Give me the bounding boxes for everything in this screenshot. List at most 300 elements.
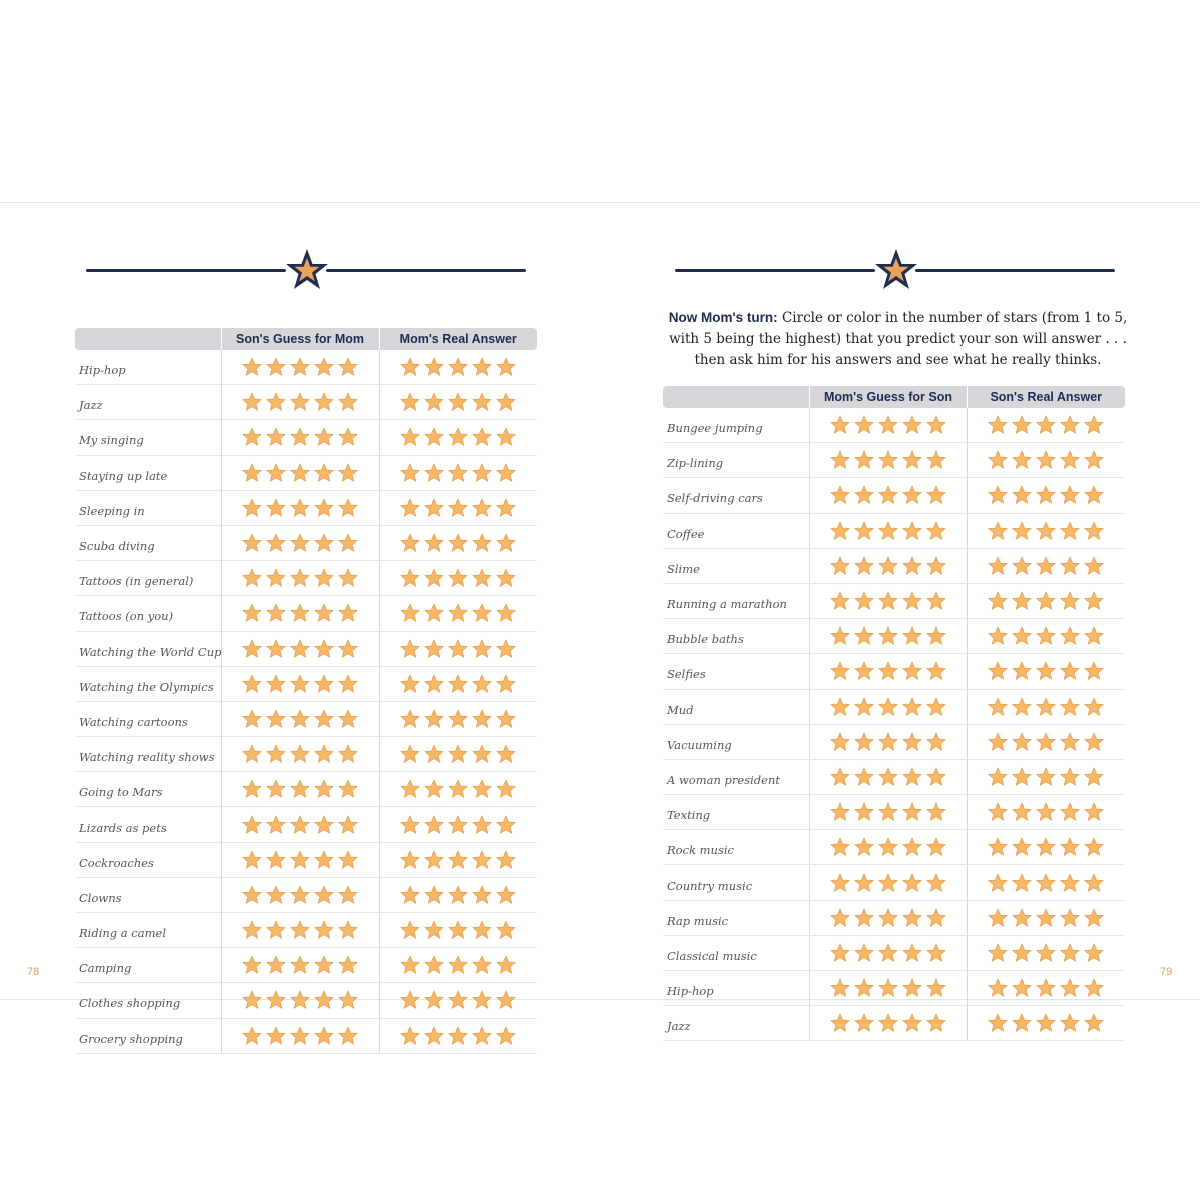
star-icon[interactable] bbox=[314, 427, 334, 447]
star-icon[interactable] bbox=[878, 837, 898, 857]
star-icon[interactable] bbox=[242, 498, 262, 518]
star-icon[interactable] bbox=[424, 990, 444, 1010]
star-icon[interactable] bbox=[854, 591, 874, 611]
star-icon[interactable] bbox=[448, 955, 468, 975]
star-icon[interactable] bbox=[242, 920, 262, 940]
star-icon[interactable] bbox=[830, 661, 850, 681]
star-icon[interactable] bbox=[472, 498, 492, 518]
star-icon[interactable] bbox=[290, 920, 310, 940]
star-icon[interactable] bbox=[830, 1013, 850, 1033]
star-icon[interactable] bbox=[448, 744, 468, 764]
star-icon[interactable] bbox=[1084, 908, 1104, 928]
star-icon[interactable] bbox=[1012, 591, 1032, 611]
star-icon[interactable] bbox=[902, 415, 922, 435]
star-icon[interactable] bbox=[314, 1026, 334, 1046]
star-icon[interactable] bbox=[496, 427, 516, 447]
star-icon[interactable] bbox=[314, 709, 334, 729]
star-icon[interactable] bbox=[424, 744, 444, 764]
star-icon[interactable] bbox=[1060, 767, 1080, 787]
star-icon[interactable] bbox=[472, 709, 492, 729]
star-icon[interactable] bbox=[400, 463, 420, 483]
star-icon[interactable] bbox=[878, 802, 898, 822]
star-icon[interactable] bbox=[242, 1026, 262, 1046]
star-icon[interactable] bbox=[400, 674, 420, 694]
star-icon[interactable] bbox=[424, 392, 444, 412]
star-icon[interactable] bbox=[854, 485, 874, 505]
star-icon[interactable] bbox=[314, 779, 334, 799]
star-icon[interactable] bbox=[400, 498, 420, 518]
star-icon[interactable] bbox=[424, 533, 444, 553]
star-icon[interactable] bbox=[1060, 732, 1080, 752]
star-icon[interactable] bbox=[1084, 837, 1104, 857]
star-icon[interactable] bbox=[1084, 802, 1104, 822]
star-icon[interactable] bbox=[424, 955, 444, 975]
star-icon[interactable] bbox=[448, 850, 468, 870]
star-icon[interactable] bbox=[266, 744, 286, 764]
star-icon[interactable] bbox=[1084, 556, 1104, 576]
star-icon[interactable] bbox=[830, 626, 850, 646]
star-icon[interactable] bbox=[830, 837, 850, 857]
star-icon[interactable] bbox=[496, 1026, 516, 1046]
star-icon[interactable] bbox=[314, 815, 334, 835]
star-icon[interactable] bbox=[496, 463, 516, 483]
star-icon[interactable] bbox=[400, 639, 420, 659]
star-icon[interactable] bbox=[242, 850, 262, 870]
star-icon[interactable] bbox=[290, 955, 310, 975]
star-icon[interactable] bbox=[1060, 661, 1080, 681]
star-icon[interactable] bbox=[400, 815, 420, 835]
star-icon[interactable] bbox=[926, 661, 946, 681]
star-icon[interactable] bbox=[830, 978, 850, 998]
star-icon[interactable] bbox=[988, 1013, 1008, 1033]
star-icon[interactable] bbox=[1060, 521, 1080, 541]
star-icon[interactable] bbox=[242, 744, 262, 764]
star-icon[interactable] bbox=[496, 709, 516, 729]
star-icon[interactable] bbox=[496, 779, 516, 799]
star-icon[interactable] bbox=[926, 450, 946, 470]
star-icon[interactable] bbox=[242, 990, 262, 1010]
star-icon[interactable] bbox=[424, 815, 444, 835]
star-icon[interactable] bbox=[1036, 873, 1056, 893]
star-icon[interactable] bbox=[496, 920, 516, 940]
star-icon[interactable] bbox=[926, 978, 946, 998]
star-icon[interactable] bbox=[830, 450, 850, 470]
star-icon[interactable] bbox=[1084, 943, 1104, 963]
star-icon[interactable] bbox=[926, 943, 946, 963]
star-icon[interactable] bbox=[314, 603, 334, 623]
star-icon[interactable] bbox=[926, 415, 946, 435]
star-icon[interactable] bbox=[1036, 556, 1056, 576]
star-icon[interactable] bbox=[472, 815, 492, 835]
star-icon[interactable] bbox=[1084, 626, 1104, 646]
star-icon[interactable] bbox=[496, 357, 516, 377]
star-icon[interactable] bbox=[854, 732, 874, 752]
star-icon[interactable] bbox=[338, 885, 358, 905]
star-icon[interactable] bbox=[926, 802, 946, 822]
star-icon[interactable] bbox=[854, 521, 874, 541]
star-icon[interactable] bbox=[242, 357, 262, 377]
star-icon[interactable] bbox=[472, 533, 492, 553]
star-icon[interactable] bbox=[902, 485, 922, 505]
star-icon[interactable] bbox=[926, 556, 946, 576]
star-icon[interactable] bbox=[496, 674, 516, 694]
star-icon[interactable] bbox=[926, 732, 946, 752]
star-icon[interactable] bbox=[472, 990, 492, 1010]
star-icon[interactable] bbox=[448, 709, 468, 729]
star-icon[interactable] bbox=[496, 498, 516, 518]
star-icon[interactable] bbox=[314, 568, 334, 588]
star-icon[interactable] bbox=[242, 674, 262, 694]
star-icon[interactable] bbox=[902, 802, 922, 822]
star-icon[interactable] bbox=[338, 603, 358, 623]
star-icon[interactable] bbox=[878, 521, 898, 541]
star-icon[interactable] bbox=[266, 427, 286, 447]
star-icon[interactable] bbox=[400, 357, 420, 377]
star-icon[interactable] bbox=[448, 674, 468, 694]
star-icon[interactable] bbox=[830, 732, 850, 752]
star-icon[interactable] bbox=[878, 556, 898, 576]
star-icon[interactable] bbox=[314, 392, 334, 412]
star-icon[interactable] bbox=[1060, 485, 1080, 505]
star-icon[interactable] bbox=[472, 955, 492, 975]
star-icon[interactable] bbox=[242, 779, 262, 799]
star-icon[interactable] bbox=[448, 920, 468, 940]
star-icon[interactable] bbox=[1036, 697, 1056, 717]
star-icon[interactable] bbox=[1084, 415, 1104, 435]
star-icon[interactable] bbox=[1084, 697, 1104, 717]
star-icon[interactable] bbox=[290, 850, 310, 870]
star-icon[interactable] bbox=[988, 415, 1008, 435]
star-icon[interactable] bbox=[448, 427, 468, 447]
star-icon[interactable] bbox=[988, 873, 1008, 893]
star-icon[interactable] bbox=[242, 603, 262, 623]
star-icon[interactable] bbox=[472, 885, 492, 905]
star-icon[interactable] bbox=[266, 920, 286, 940]
star-icon[interactable] bbox=[878, 450, 898, 470]
star-icon[interactable] bbox=[448, 1026, 468, 1046]
star-icon[interactable] bbox=[1060, 626, 1080, 646]
star-icon[interactable] bbox=[926, 485, 946, 505]
star-icon[interactable] bbox=[290, 1026, 310, 1046]
star-icon[interactable] bbox=[1036, 415, 1056, 435]
star-icon[interactable] bbox=[400, 744, 420, 764]
star-icon[interactable] bbox=[266, 463, 286, 483]
star-icon[interactable] bbox=[242, 463, 262, 483]
star-icon[interactable] bbox=[448, 639, 468, 659]
star-icon[interactable] bbox=[472, 427, 492, 447]
star-icon[interactable] bbox=[314, 674, 334, 694]
star-icon[interactable] bbox=[1012, 485, 1032, 505]
star-icon[interactable] bbox=[266, 709, 286, 729]
star-icon[interactable] bbox=[448, 392, 468, 412]
star-icon[interactable] bbox=[472, 357, 492, 377]
star-icon[interactable] bbox=[988, 556, 1008, 576]
star-icon[interactable] bbox=[1012, 908, 1032, 928]
star-icon[interactable] bbox=[400, 850, 420, 870]
star-icon[interactable] bbox=[878, 873, 898, 893]
star-icon[interactable] bbox=[266, 603, 286, 623]
star-icon[interactable] bbox=[266, 533, 286, 553]
star-icon[interactable] bbox=[448, 779, 468, 799]
star-icon[interactable] bbox=[400, 427, 420, 447]
star-icon[interactable] bbox=[290, 427, 310, 447]
star-icon[interactable] bbox=[1012, 943, 1032, 963]
star-icon[interactable] bbox=[472, 603, 492, 623]
star-icon[interactable] bbox=[290, 709, 310, 729]
star-icon[interactable] bbox=[400, 955, 420, 975]
star-icon[interactable] bbox=[1012, 1013, 1032, 1033]
star-icon[interactable] bbox=[878, 767, 898, 787]
star-icon[interactable] bbox=[472, 920, 492, 940]
star-icon[interactable] bbox=[242, 427, 262, 447]
star-icon[interactable] bbox=[854, 873, 874, 893]
star-icon[interactable] bbox=[878, 591, 898, 611]
star-icon[interactable] bbox=[338, 463, 358, 483]
star-icon[interactable] bbox=[1012, 556, 1032, 576]
star-icon[interactable] bbox=[830, 908, 850, 928]
star-icon[interactable] bbox=[878, 1013, 898, 1033]
star-icon[interactable] bbox=[338, 815, 358, 835]
star-icon[interactable] bbox=[830, 556, 850, 576]
star-icon[interactable] bbox=[242, 885, 262, 905]
star-icon[interactable] bbox=[266, 639, 286, 659]
star-icon[interactable] bbox=[314, 990, 334, 1010]
star-icon[interactable] bbox=[1084, 1013, 1104, 1033]
star-icon[interactable] bbox=[314, 885, 334, 905]
star-icon[interactable] bbox=[830, 802, 850, 822]
star-icon[interactable] bbox=[242, 533, 262, 553]
star-icon[interactable] bbox=[1036, 802, 1056, 822]
star-icon[interactable] bbox=[854, 943, 874, 963]
star-icon[interactable] bbox=[1084, 485, 1104, 505]
star-icon[interactable] bbox=[854, 802, 874, 822]
star-icon[interactable] bbox=[496, 533, 516, 553]
star-icon[interactable] bbox=[290, 779, 310, 799]
star-icon[interactable] bbox=[926, 521, 946, 541]
star-icon[interactable] bbox=[424, 674, 444, 694]
star-icon[interactable] bbox=[830, 873, 850, 893]
star-icon[interactable] bbox=[1012, 767, 1032, 787]
star-icon[interactable] bbox=[1036, 626, 1056, 646]
star-icon[interactable] bbox=[902, 661, 922, 681]
star-icon[interactable] bbox=[290, 603, 310, 623]
star-icon[interactable] bbox=[1084, 591, 1104, 611]
star-icon[interactable] bbox=[988, 978, 1008, 998]
star-icon[interactable] bbox=[266, 885, 286, 905]
star-icon[interactable] bbox=[902, 767, 922, 787]
star-icon[interactable] bbox=[448, 568, 468, 588]
star-icon[interactable] bbox=[472, 674, 492, 694]
star-icon[interactable] bbox=[472, 568, 492, 588]
star-icon[interactable] bbox=[1012, 837, 1032, 857]
star-icon[interactable] bbox=[242, 709, 262, 729]
star-icon[interactable] bbox=[1084, 873, 1104, 893]
star-icon[interactable] bbox=[830, 591, 850, 611]
star-icon[interactable] bbox=[242, 568, 262, 588]
star-icon[interactable] bbox=[448, 533, 468, 553]
star-icon[interactable] bbox=[314, 955, 334, 975]
star-icon[interactable] bbox=[1084, 732, 1104, 752]
star-icon[interactable] bbox=[926, 1013, 946, 1033]
star-icon[interactable] bbox=[338, 357, 358, 377]
star-icon[interactable] bbox=[988, 450, 1008, 470]
star-icon[interactable] bbox=[242, 955, 262, 975]
star-icon[interactable] bbox=[988, 732, 1008, 752]
star-icon[interactable] bbox=[988, 697, 1008, 717]
star-icon[interactable] bbox=[926, 837, 946, 857]
star-icon[interactable] bbox=[1036, 521, 1056, 541]
star-icon[interactable] bbox=[902, 626, 922, 646]
star-icon[interactable] bbox=[902, 697, 922, 717]
star-icon[interactable] bbox=[926, 697, 946, 717]
star-icon[interactable] bbox=[338, 990, 358, 1010]
star-icon[interactable] bbox=[1084, 767, 1104, 787]
star-icon[interactable] bbox=[242, 639, 262, 659]
star-icon[interactable] bbox=[314, 533, 334, 553]
star-icon[interactable] bbox=[314, 463, 334, 483]
star-icon[interactable] bbox=[496, 568, 516, 588]
star-icon[interactable] bbox=[988, 521, 1008, 541]
star-icon[interactable] bbox=[338, 850, 358, 870]
star-icon[interactable] bbox=[290, 463, 310, 483]
star-icon[interactable] bbox=[400, 709, 420, 729]
star-icon[interactable] bbox=[448, 815, 468, 835]
star-icon[interactable] bbox=[878, 661, 898, 681]
star-icon[interactable] bbox=[290, 744, 310, 764]
star-icon[interactable] bbox=[400, 533, 420, 553]
star-icon[interactable] bbox=[830, 521, 850, 541]
star-icon[interactable] bbox=[472, 744, 492, 764]
star-icon[interactable] bbox=[988, 837, 1008, 857]
star-icon[interactable] bbox=[854, 450, 874, 470]
star-icon[interactable] bbox=[902, 943, 922, 963]
star-icon[interactable] bbox=[338, 920, 358, 940]
star-icon[interactable] bbox=[290, 357, 310, 377]
star-icon[interactable] bbox=[1084, 450, 1104, 470]
star-icon[interactable] bbox=[988, 661, 1008, 681]
star-icon[interactable] bbox=[338, 709, 358, 729]
star-icon[interactable] bbox=[1060, 873, 1080, 893]
star-icon[interactable] bbox=[424, 603, 444, 623]
star-icon[interactable] bbox=[472, 639, 492, 659]
star-icon[interactable] bbox=[830, 943, 850, 963]
star-icon[interactable] bbox=[496, 955, 516, 975]
star-icon[interactable] bbox=[926, 873, 946, 893]
star-icon[interactable] bbox=[926, 591, 946, 611]
star-icon[interactable] bbox=[830, 767, 850, 787]
star-icon[interactable] bbox=[988, 591, 1008, 611]
star-icon[interactable] bbox=[1060, 415, 1080, 435]
star-icon[interactable] bbox=[472, 1026, 492, 1046]
star-icon[interactable] bbox=[424, 463, 444, 483]
star-icon[interactable] bbox=[830, 415, 850, 435]
star-icon[interactable] bbox=[314, 920, 334, 940]
star-icon[interactable] bbox=[1060, 450, 1080, 470]
star-icon[interactable] bbox=[1012, 661, 1032, 681]
star-icon[interactable] bbox=[424, 709, 444, 729]
star-icon[interactable] bbox=[902, 450, 922, 470]
star-icon[interactable] bbox=[338, 639, 358, 659]
star-icon[interactable] bbox=[1036, 767, 1056, 787]
star-icon[interactable] bbox=[314, 744, 334, 764]
star-icon[interactable] bbox=[1060, 978, 1080, 998]
star-icon[interactable] bbox=[988, 908, 1008, 928]
star-icon[interactable] bbox=[242, 815, 262, 835]
star-icon[interactable] bbox=[472, 463, 492, 483]
star-icon[interactable] bbox=[1012, 978, 1032, 998]
star-icon[interactable] bbox=[400, 990, 420, 1010]
star-icon[interactable] bbox=[400, 885, 420, 905]
star-icon[interactable] bbox=[902, 873, 922, 893]
star-icon[interactable] bbox=[1036, 450, 1056, 470]
star-icon[interactable] bbox=[400, 568, 420, 588]
star-icon[interactable] bbox=[424, 1026, 444, 1046]
star-icon[interactable] bbox=[338, 568, 358, 588]
star-icon[interactable] bbox=[448, 603, 468, 623]
star-icon[interactable] bbox=[496, 815, 516, 835]
star-icon[interactable] bbox=[290, 885, 310, 905]
star-icon[interactable] bbox=[1060, 697, 1080, 717]
star-icon[interactable] bbox=[472, 850, 492, 870]
star-icon[interactable] bbox=[902, 591, 922, 611]
star-icon[interactable] bbox=[472, 779, 492, 799]
star-icon[interactable] bbox=[878, 485, 898, 505]
star-icon[interactable] bbox=[1060, 908, 1080, 928]
star-icon[interactable] bbox=[400, 779, 420, 799]
star-icon[interactable] bbox=[902, 521, 922, 541]
star-icon[interactable] bbox=[266, 674, 286, 694]
star-icon[interactable] bbox=[496, 392, 516, 412]
star-icon[interactable] bbox=[400, 1026, 420, 1046]
star-icon[interactable] bbox=[338, 779, 358, 799]
star-icon[interactable] bbox=[878, 697, 898, 717]
star-icon[interactable] bbox=[338, 498, 358, 518]
star-icon[interactable] bbox=[266, 850, 286, 870]
star-icon[interactable] bbox=[314, 850, 334, 870]
star-icon[interactable] bbox=[1036, 943, 1056, 963]
star-icon[interactable] bbox=[878, 626, 898, 646]
star-icon[interactable] bbox=[902, 732, 922, 752]
star-icon[interactable] bbox=[1060, 943, 1080, 963]
star-icon[interactable] bbox=[290, 639, 310, 659]
star-icon[interactable] bbox=[854, 1013, 874, 1033]
star-icon[interactable] bbox=[878, 978, 898, 998]
star-icon[interactable] bbox=[1060, 802, 1080, 822]
star-icon[interactable] bbox=[1012, 697, 1032, 717]
star-icon[interactable] bbox=[424, 568, 444, 588]
star-icon[interactable] bbox=[290, 392, 310, 412]
star-icon[interactable] bbox=[496, 885, 516, 905]
star-icon[interactable] bbox=[424, 850, 444, 870]
star-icon[interactable] bbox=[496, 639, 516, 659]
star-icon[interactable] bbox=[266, 568, 286, 588]
star-icon[interactable] bbox=[926, 908, 946, 928]
star-icon[interactable] bbox=[266, 1026, 286, 1046]
star-icon[interactable] bbox=[338, 533, 358, 553]
star-icon[interactable] bbox=[1012, 732, 1032, 752]
star-icon[interactable] bbox=[266, 779, 286, 799]
star-icon[interactable] bbox=[266, 498, 286, 518]
star-icon[interactable] bbox=[1036, 485, 1056, 505]
star-icon[interactable] bbox=[988, 485, 1008, 505]
star-icon[interactable] bbox=[926, 767, 946, 787]
star-icon[interactable] bbox=[878, 908, 898, 928]
star-icon[interactable] bbox=[854, 837, 874, 857]
star-icon[interactable] bbox=[496, 603, 516, 623]
star-icon[interactable] bbox=[1036, 591, 1056, 611]
star-icon[interactable] bbox=[338, 427, 358, 447]
star-icon[interactable] bbox=[854, 908, 874, 928]
